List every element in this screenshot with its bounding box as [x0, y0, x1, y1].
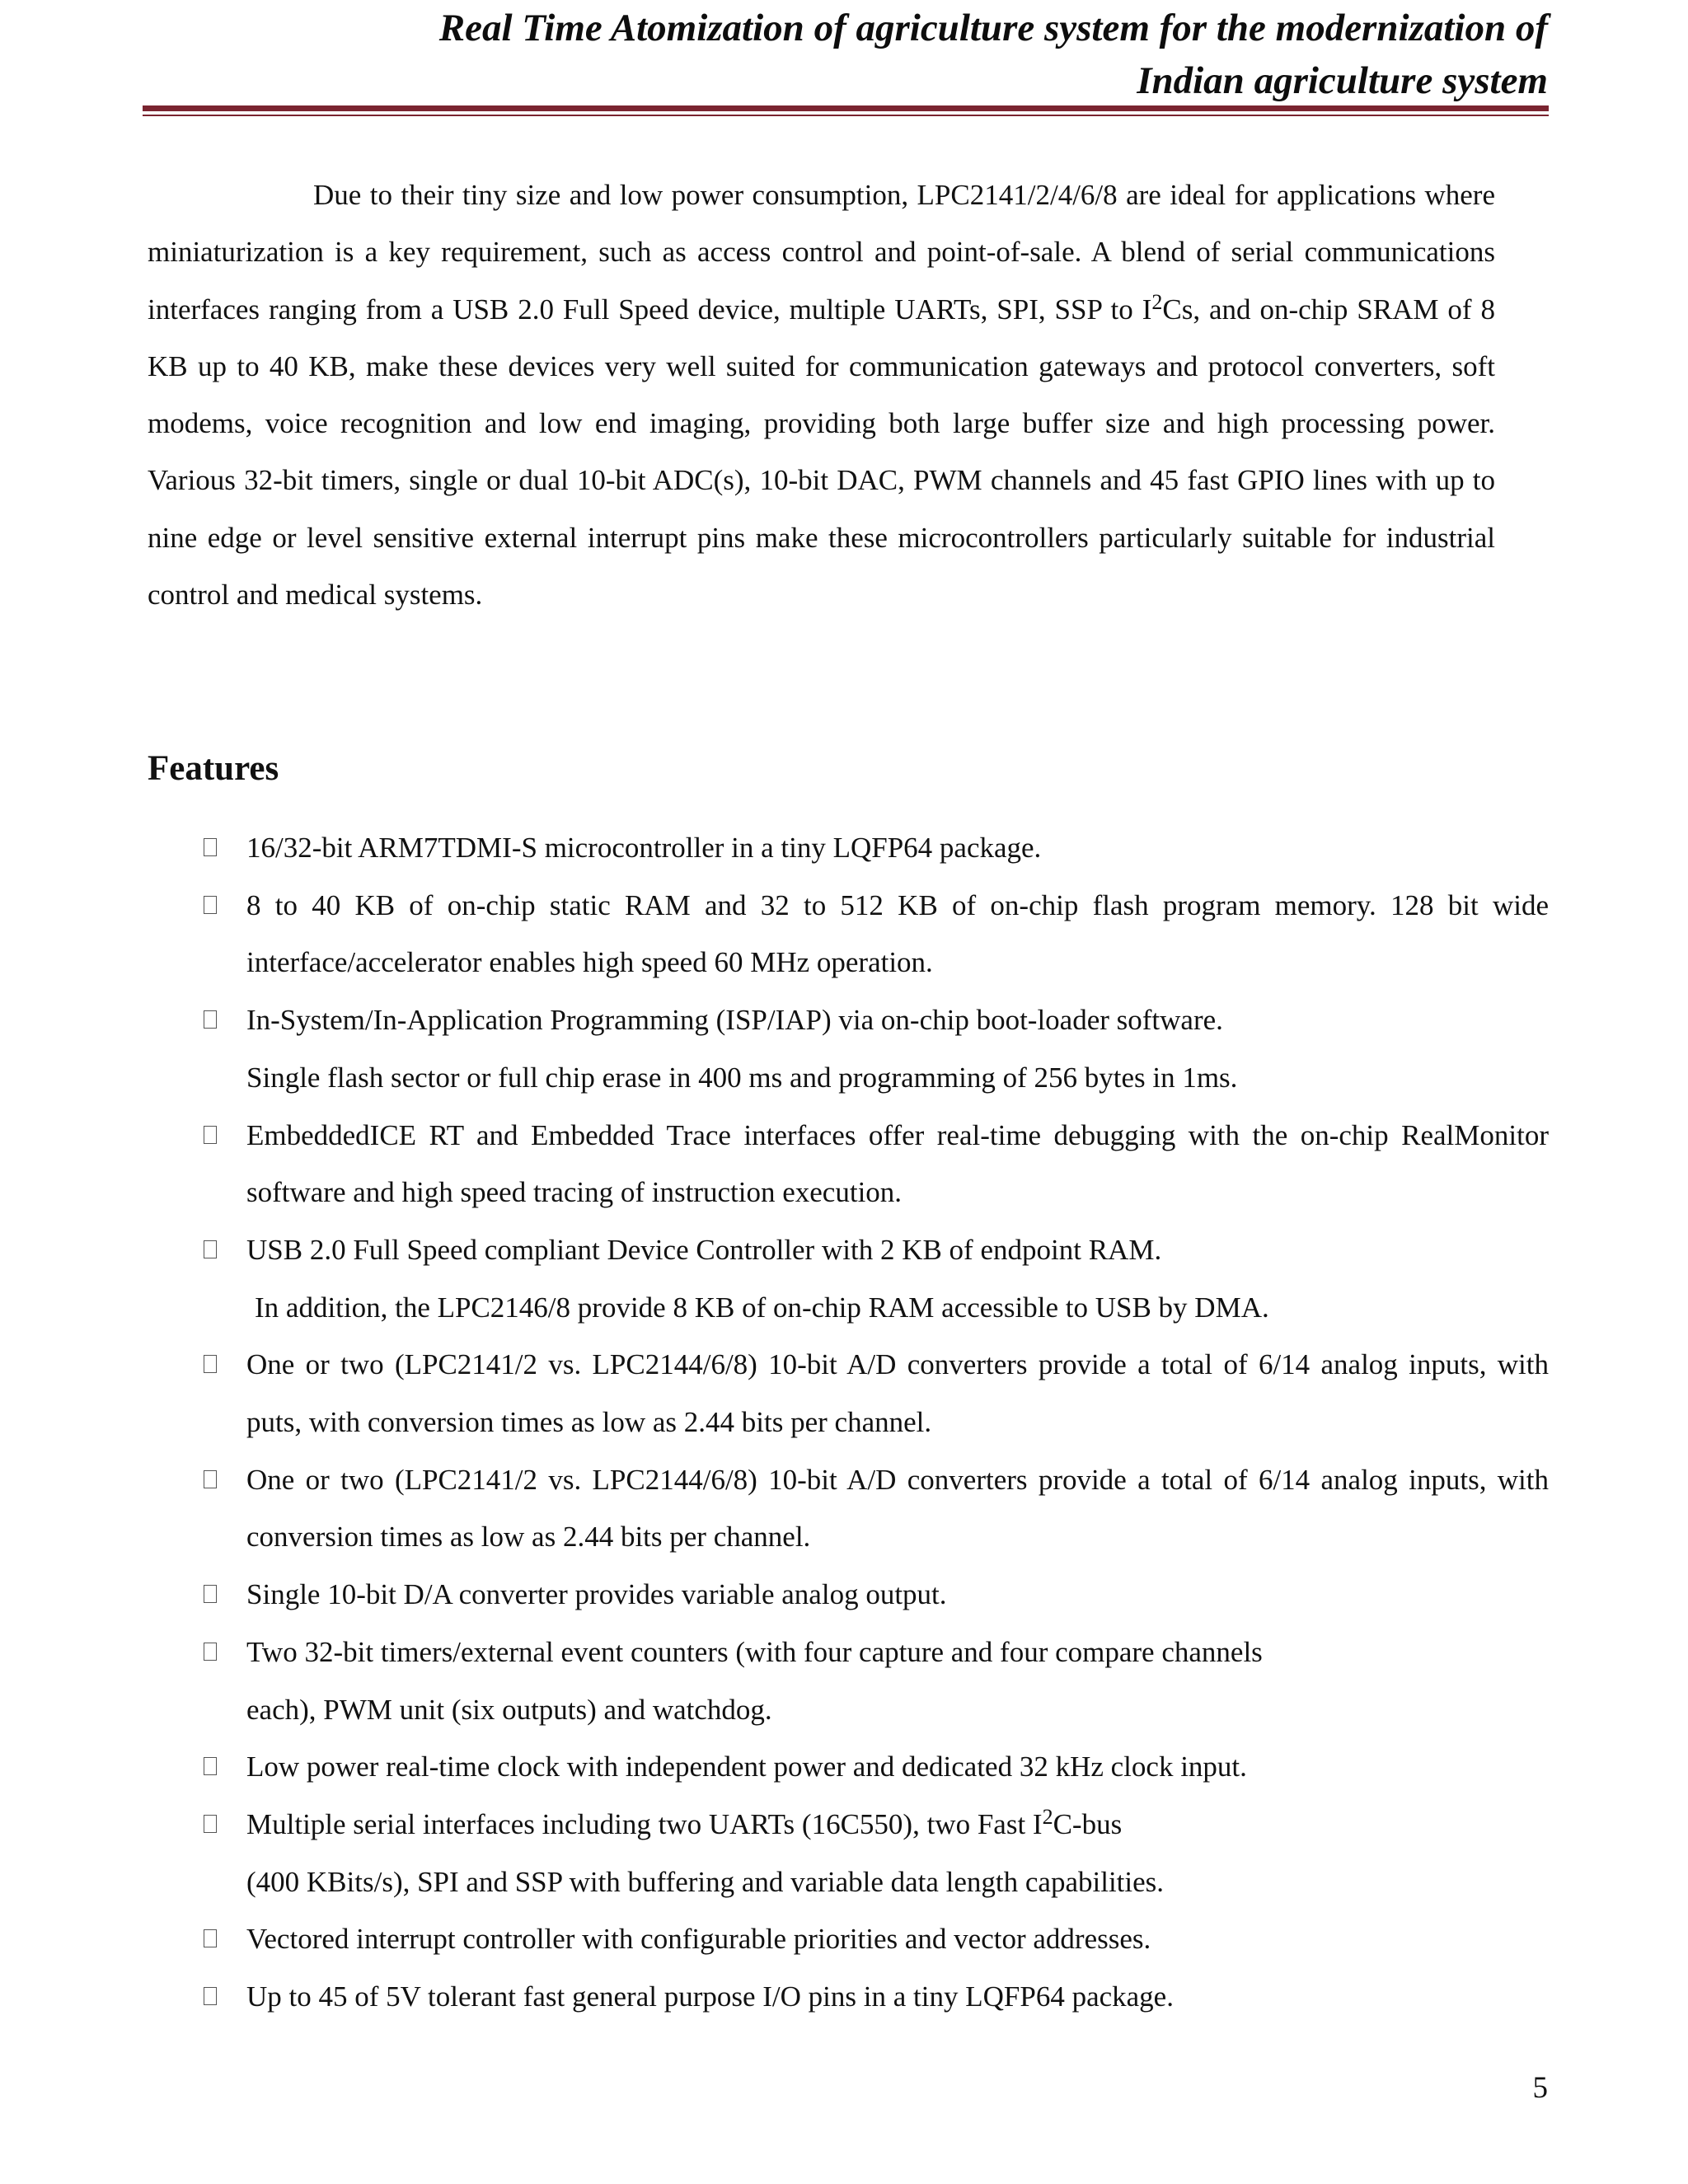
feature-continuation: Single flash sector or full chip erase in 400 ms and programming of 256 bytes in 1ms. [246, 1061, 1238, 1094]
square-bullet-icon [204, 1126, 217, 1144]
feature-continuation: (400 KBits/s), SPI and SSP with buffering and variable data length capabilities. [246, 1865, 1165, 1898]
features-heading: Features [148, 749, 279, 788]
square-bullet-icon [204, 1355, 217, 1373]
feature-continuation: In addition, the LPC2146/8 provide 8 KB of on-chip RAM accessible to USB by DMA. [255, 1291, 1269, 1324]
feature-text [246, 1796, 1549, 1854]
feature-text: USB 2.0 Full Speed compliant Device Controller with 2 KB of endpoint RAM. [246, 1233, 1162, 1266]
feature-text: Low power real-time clock with independent power and dedicated 32 kHz clock input. [246, 1750, 1247, 1783]
feature-item [148, 1968, 1549, 2026]
feature-item [148, 1796, 1549, 1910]
feature-item [148, 1566, 1549, 1624]
feature-text: EmbeddedICE RT and Embedded Trace interfaces offer real-time debugging with the on-chip RealMonitor software and high speed tracing of instruction execution. [246, 1118, 1549, 1209]
feature-text: Vectored interrupt controller with configurable priorities and vector addresses. [246, 1923, 1151, 1956]
square-bullet-icon [204, 1643, 217, 1661]
square-bullet-icon [204, 1010, 217, 1029]
feature-item [148, 1107, 1549, 1221]
header-rule-thin [143, 115, 1549, 116]
header-rule-thick [143, 105, 1549, 111]
square-bullet-icon [204, 1929, 217, 1947]
feature-item [148, 1451, 1549, 1566]
feature-text: One or two (LPC2141/2 vs. LPC2144/6/8) 10-bit A/D converters provide a total of 6/14 analog inputs, with puts, with conversion times as low as 2.44 bits per channel. [246, 1348, 1549, 1439]
feature-item [148, 1738, 1549, 1796]
feature-text: In-System/In-Application Programming (ISP/IAP) via on-chip boot-loader software. [246, 1004, 1223, 1037]
feature-item [148, 1336, 1549, 1451]
square-bullet-icon [204, 896, 217, 914]
square-bullet-icon [204, 1585, 217, 1603]
feature-text: 8 to 40 KB of on-chip static RAM and 32 to 512 KB of on-chip flash program memory. 128 bit wide interface/accelerator enables high speed 60 MHz operation. [246, 888, 1549, 979]
square-bullet-icon [204, 1470, 217, 1488]
square-bullet-icon [204, 1240, 217, 1258]
feature-item [148, 1624, 1549, 1738]
intro-superscript: 2 [1151, 289, 1163, 314]
header-title-line-1: Real Time Atomization of agriculture system for the modernization of [438, 7, 1548, 49]
feature-item [148, 991, 1549, 1106]
page-number: 5 [1532, 2071, 1548, 2105]
square-bullet-icon [204, 1987, 217, 2005]
feature-text: One or two (LPC2141/2 vs. LPC2144/6/8) 10-bit A/D converters provide a total of 6/14 analog inputs, with conversion times as low as 2.44 bits per channel. [246, 1463, 1549, 1554]
feature-text: 16/32-bit ARM7TDMI-S microcontroller in a tiny LQFP64 package. [246, 832, 1042, 864]
feature-superscript: 2 [1042, 1804, 1053, 1829]
feature-item [148, 877, 1549, 991]
intro-text-part-1: Due to their tiny size and low power consumption, LPC2141/2/4/6/8 are ideal for applications where miniaturization is a key requirement, such as access control and point-of-sale. A blend of serial communications interfaces ranging from a USB 2.0 Full Speed device, multiple UARTs, SPI, SSP to I [148, 179, 1495, 326]
running-header [147, 2, 1548, 107]
square-bullet-icon [204, 1757, 217, 1775]
square-bullet-icon [204, 838, 217, 856]
feature-text: Single 10-bit D/A converter provides variable analog output. [246, 1578, 947, 1611]
intro-paragraph [148, 166, 1495, 623]
feature-item [148, 1910, 1549, 1968]
feature-text-part-b: C-bus [1053, 1807, 1123, 1840]
feature-list [148, 819, 1549, 2026]
feature-item [148, 819, 1549, 877]
feature-text-part-a: Multiple serial interfaces including two UARTs (16C550), two Fast I [246, 1807, 1043, 1840]
header-title-line-2: Indian agriculture system [1137, 59, 1548, 102]
intro-text-part-2: Cs, and on-chip SRAM of 8 KB up to 40 KB, make these devices very well suited for communication gateways and protocol converters, soft modems, voice recognition and low end imaging, providing both large buffer size and high processing power. Various 32-bit timers, single or dual 10-bit ADC(s), 10-bit DAC, PWM channels and 45 fast GPIO lines with up to nine edge or level sensitive external interrupt pins make these microcontrollers particularly suitable for industrial control and medical systems. [148, 293, 1495, 612]
feature-item [148, 1221, 1549, 1336]
feature-text: Two 32-bit timers/external event counters (with four capture and four compare channels [246, 1635, 1263, 1668]
feature-text: Up to 45 of 5V tolerant fast general purpose I/O pins in a tiny LQFP64 package. [246, 1980, 1174, 2013]
square-bullet-icon [204, 1815, 217, 1833]
feature-continuation: each), PWM unit (six outputs) and watchdog. [246, 1693, 772, 1726]
